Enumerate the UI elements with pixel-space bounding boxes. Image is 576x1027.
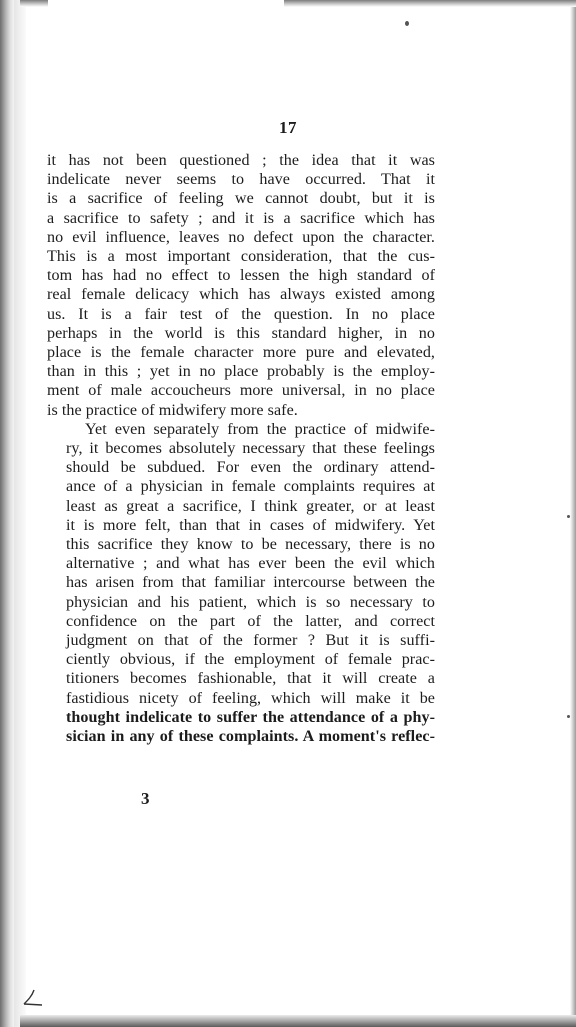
text-line: place is the female character more pure and elevated, xyxy=(47,344,435,362)
text-line: judgment on that of the former ? But it is suffi- xyxy=(66,632,435,650)
paragraph-1 xyxy=(47,151,435,420)
text-line: real female delicacy which has always existed among xyxy=(47,286,435,304)
scan-top-gap xyxy=(48,0,284,9)
text-line: this sacrifice they know to be necessary, there is no xyxy=(66,536,435,554)
ink-speck xyxy=(405,21,409,26)
text-line: Yet even separately from the practice of midwife- xyxy=(85,420,435,438)
body-text xyxy=(47,151,435,746)
text-line: it has not been questioned ; the idea that it was xyxy=(47,152,435,169)
text-line: tom has had no effect to lessen the high standard of xyxy=(47,267,435,285)
text-line: fastidious nicety of feeling, which will make it be xyxy=(66,689,435,707)
text-line: no evil influence, leaves no defect upon the character. xyxy=(47,228,435,246)
signature-mark: 3 xyxy=(141,789,150,808)
text-line: indelicate never seems to have occurred. That it xyxy=(47,171,435,189)
text-line: is the practice of midwifery more safe. xyxy=(47,401,298,419)
text-line: it is more felt, than that in cases of midwifery. Yet xyxy=(66,516,435,534)
paragraph-2 xyxy=(47,420,435,746)
text-line: thought indelicate to suffer the attendance of a phy- xyxy=(66,708,435,726)
text-line: perhaps in the world is this standard higher, in no xyxy=(47,324,435,342)
text-line: than in this ; yet in no place probably is the employ- xyxy=(47,363,435,381)
text-line: sician in any of these complaints. A moment's reflec- xyxy=(66,728,435,746)
scan-bottom-edge xyxy=(20,1015,576,1027)
scan-right-edge xyxy=(570,0,576,1027)
text-line: alternative ; and what has ever been the evil which xyxy=(66,555,435,573)
scan-left-shadow xyxy=(14,0,26,1027)
ink-speck xyxy=(567,715,570,718)
text-line: physician and his patient, which is so necessary to xyxy=(66,593,435,611)
text-line: least as great a sacrifice, I think greater, or at least xyxy=(66,497,435,515)
text-line: confidence on the part of the latter, and correct xyxy=(66,612,435,630)
text-line: ciently obvious, if the employment of female prac- xyxy=(66,651,435,669)
text-line: has arisen from that familiar intercourse between the xyxy=(66,574,435,592)
text-line: should be subdued. For even the ordinary attend- xyxy=(66,459,435,477)
page-corner-curl-icon xyxy=(22,988,44,1006)
text-line: ment of male accoucheurs more universal, in no place xyxy=(47,382,435,400)
text-line: a sacrifice to safety ; and it is a sacrifice which has xyxy=(47,209,435,227)
text-line: titioners becomes fashionable, that it will create a xyxy=(66,670,435,688)
page-number: 17 xyxy=(279,118,297,137)
text-line: us. It is a fair test of the question. In no place xyxy=(47,305,435,323)
text-line: ance of a physician in female complaints requires at xyxy=(66,478,435,496)
text-line: is a sacrifice of feeling we cannot doubt, but it is xyxy=(47,190,435,208)
ink-speck xyxy=(567,515,570,518)
text-line: ry, it becomes absolutely necessary that these feelings xyxy=(66,440,435,458)
text-line: This is a most important consideration, that the cus- xyxy=(47,248,435,266)
scan-left-edge xyxy=(0,0,14,1027)
